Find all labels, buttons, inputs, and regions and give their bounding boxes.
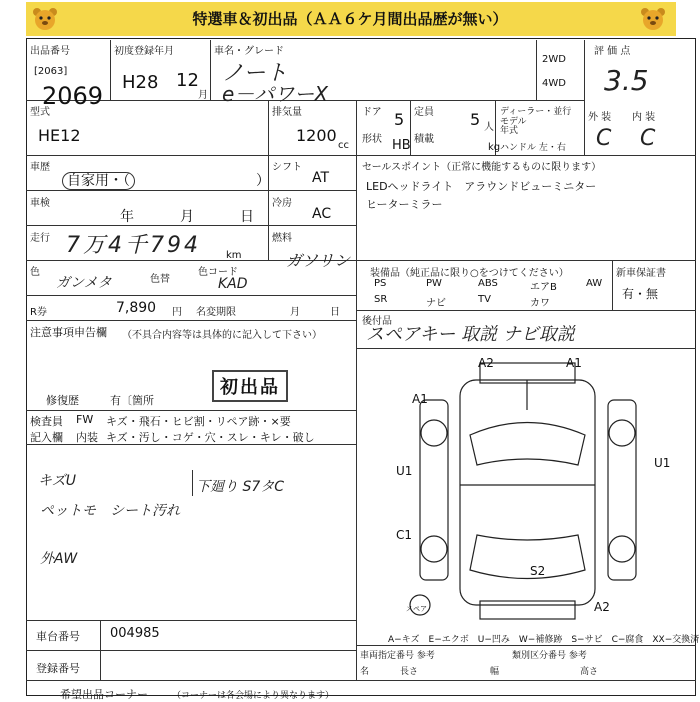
diagram-u1-left: U1 bbox=[396, 464, 413, 478]
car-name: ノート bbox=[222, 61, 288, 86]
capacity-value: 5 bbox=[470, 110, 481, 129]
footer-label: 希望出品コーナー bbox=[60, 688, 148, 701]
equip-pw: PW bbox=[426, 278, 442, 289]
checker-label-2: 記入欄 bbox=[30, 431, 63, 444]
remark-4: 下廻り S7タC bbox=[196, 479, 285, 495]
repair-value: 有〔箇所 bbox=[110, 394, 154, 407]
color-change-label: 色替 bbox=[150, 274, 170, 285]
equip-navi: ナビ bbox=[426, 298, 446, 309]
shift-value: AT bbox=[312, 170, 330, 186]
diagram-s2: S2 bbox=[530, 564, 546, 578]
repair-label: 修復歴 bbox=[46, 394, 79, 407]
bear-mascot-icon bbox=[640, 7, 666, 31]
load-label: 積載 bbox=[414, 134, 434, 145]
diagram-u1-right: U1 bbox=[654, 456, 671, 470]
fuel-value: ガソリン bbox=[286, 251, 351, 270]
displacement-label: 排気量 bbox=[272, 107, 302, 118]
aftermarket-label: 後付品 bbox=[362, 316, 392, 327]
diagram-a1-top: A1 bbox=[566, 356, 582, 370]
chassis-value: 004985 bbox=[110, 626, 160, 641]
aircon-value: AC bbox=[312, 206, 332, 222]
dealer-label: ディーラー・並行 bbox=[500, 107, 572, 117]
diagram-a2-bottom: A2 bbox=[594, 600, 610, 614]
equip-ps: PS bbox=[374, 278, 387, 289]
name-change-label: 名変期限 bbox=[196, 307, 236, 318]
inspection-label: 車検 bbox=[30, 198, 50, 209]
exterior-label: 外 装 bbox=[588, 112, 612, 123]
sales-point-line2: ヒーターミラー bbox=[366, 198, 443, 211]
checker-label: 検査員 bbox=[30, 415, 63, 428]
registration-month: 12 bbox=[176, 70, 199, 91]
aircon-label: 冷房 bbox=[272, 198, 292, 209]
notes-sub: （不具合内容等は具体的に記入して下さい） bbox=[122, 330, 322, 341]
displacement-value: 1200 bbox=[296, 126, 337, 145]
equip-tv: TV bbox=[478, 294, 491, 305]
car-grade: e－パワーX bbox=[222, 82, 329, 106]
lot-sub-number: [2063] bbox=[34, 66, 68, 77]
shape-label: 形状 bbox=[362, 134, 382, 145]
diagram-a2-top: A2 bbox=[478, 356, 494, 370]
diagram-spare: スペア bbox=[406, 605, 427, 613]
drive-2wd: 2WD bbox=[542, 54, 566, 65]
fuel-label: 燃料 bbox=[272, 233, 292, 244]
recycle-label: R券 bbox=[30, 307, 47, 318]
warranty-value: 有・無 bbox=[622, 287, 659, 301]
shape-value: HB bbox=[392, 138, 411, 153]
banner-title: 特選車＆初出品（ＡＡ６ケ月間出品歴が無い） bbox=[192, 10, 508, 28]
registration-year: H28 bbox=[122, 72, 159, 93]
damage-legend: A−キズ E−エクボ U−凹み W−補修跡 S−サビ C−腐食 XX−交換済 bbox=[388, 635, 700, 645]
drive-4wd: 4WD bbox=[542, 78, 566, 89]
shift-label: シフト bbox=[272, 162, 302, 173]
score-value: 3.5 bbox=[604, 64, 649, 97]
remark-2: ペットモ シート汚れ bbox=[40, 503, 180, 519]
equipment-label: 装備品（純正品に限り○をつけてください） bbox=[370, 268, 569, 279]
interior-label: 内 装 bbox=[632, 112, 656, 123]
color-code-label: 色コード bbox=[198, 267, 238, 278]
doors-label: ドア bbox=[362, 107, 382, 118]
mileage-value: 7万4千794 bbox=[66, 233, 201, 258]
footer-sub: （コーナーは各会場により異なります） bbox=[172, 691, 335, 701]
interior-grade: C bbox=[640, 126, 656, 151]
checker-row2: キズ・汚し・コゲ・穴・スレ・キレ・破し bbox=[106, 431, 315, 444]
checker-row1: キズ・飛石・ヒビ割・リペア跡・×要 bbox=[106, 415, 291, 428]
bear-mascot-icon bbox=[32, 7, 58, 31]
sales-point-line1: LEDヘッドライト アラウンドビューミニター bbox=[366, 180, 597, 193]
equip-leather: カワ bbox=[530, 298, 550, 309]
color-label: 色 bbox=[30, 267, 40, 278]
doors-value: 5 bbox=[394, 110, 405, 129]
exterior-grade: C bbox=[596, 126, 612, 151]
mileage-label: 走行 bbox=[30, 233, 50, 244]
remark-1: キズU bbox=[38, 473, 76, 489]
recycle-value: 7,890 bbox=[116, 300, 157, 316]
model-value: HE12 bbox=[38, 126, 81, 145]
chassis-label: 車台番号 bbox=[36, 630, 80, 643]
equip-abs: ABS bbox=[478, 278, 498, 289]
diagram-a1-left: A1 bbox=[412, 392, 428, 406]
remark-3: 外AW bbox=[40, 551, 78, 567]
color-code: KAD bbox=[218, 276, 248, 292]
warranty-label: 新車保証書 bbox=[616, 268, 666, 279]
color-value: ガンメタ bbox=[56, 275, 112, 291]
usage-label: 車歴 bbox=[30, 162, 50, 173]
diagram-c1: C1 bbox=[396, 528, 413, 542]
equip-sr: SR bbox=[374, 294, 388, 305]
lot-label: 出品番号 bbox=[30, 46, 70, 57]
first-listing-stamp: 初出品 bbox=[212, 370, 288, 402]
score-label: 評 価 点 bbox=[594, 46, 631, 57]
sales-point-label: セールスポイント（正常に機能するものに限ります） bbox=[362, 162, 602, 173]
handle-label: ハンドル 左・右 bbox=[500, 143, 566, 153]
aftermarket-value: スペアキー 取説 ナビ取説 bbox=[366, 324, 575, 345]
model-year-label: モデル 年式 bbox=[500, 117, 527, 136]
equip-aw: AW bbox=[586, 278, 603, 289]
car-name-label: 車名・グレード bbox=[214, 46, 284, 57]
reg-no-label: 登録番号 bbox=[36, 662, 80, 675]
equip-airbag: エアB bbox=[530, 282, 557, 293]
notes-label: 注意事項申告欄 bbox=[30, 326, 107, 339]
capacity-label: 定員 bbox=[414, 107, 434, 118]
lot-number: 2069 bbox=[42, 82, 104, 110]
model-label: 型式 bbox=[30, 107, 50, 118]
registration-label: 初度登録年月 bbox=[114, 46, 174, 57]
usage-value: 自家用・（ bbox=[62, 172, 135, 190]
